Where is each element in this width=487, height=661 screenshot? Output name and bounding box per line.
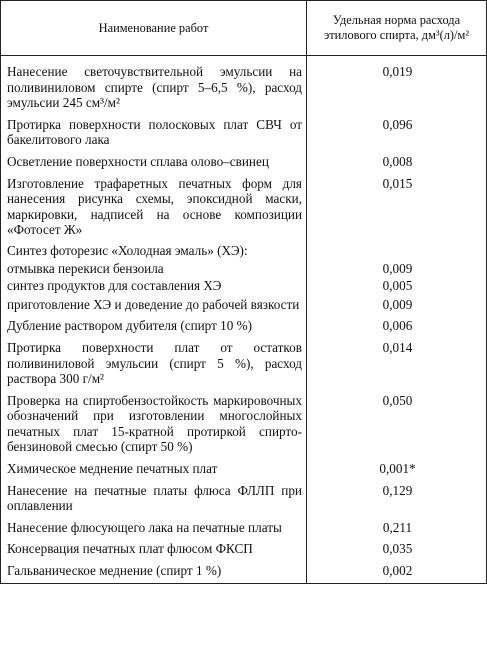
table-row xyxy=(1,518,487,540)
work-name-cell: Протирка поверхности полосковых плат СВЧ от бакелитового лака xyxy=(1,115,307,152)
norm-value-cell: 0,008 xyxy=(307,152,487,174)
header-work-name: Наименование работ xyxy=(1,1,307,56)
work-name-cell: приготовление ХЭ и доведение до рабочей вязкости xyxy=(1,295,307,317)
table-row xyxy=(1,174,487,242)
norm-value-cell: 0,009 xyxy=(307,295,487,317)
work-name-cell: Осветление поверхности сплава олово–свинец xyxy=(1,152,307,174)
work-name-cell: отмывка перекиси бензоила xyxy=(1,260,307,278)
table-row xyxy=(1,561,487,583)
table-row xyxy=(1,481,487,518)
norm-value-cell: 0,006 xyxy=(307,316,487,338)
table-row xyxy=(1,338,487,391)
table-row xyxy=(1,295,487,317)
norm-value-cell: 0,019 xyxy=(307,56,487,115)
work-name-cell: Консервация печатных плат флюсом ФКСП xyxy=(1,539,307,561)
table-row xyxy=(1,539,487,561)
norm-value-cell: 0,015 xyxy=(307,174,487,242)
norm-value-cell: 0,005 xyxy=(307,277,487,295)
norm-value-cell xyxy=(307,242,487,260)
table-row xyxy=(1,56,487,115)
norm-value-cell: 0,002 xyxy=(307,561,487,583)
norm-value-cell: 0,014 xyxy=(307,338,487,391)
table-row xyxy=(1,316,487,338)
work-name-cell: Синтез фоторезис «Холодная эмаль» (ХЭ): xyxy=(1,242,307,260)
norm-value-cell: 0,035 xyxy=(307,539,487,561)
norm-value-cell: 0,211 xyxy=(307,518,487,540)
table-row xyxy=(1,391,487,459)
table-row xyxy=(1,260,487,278)
work-name-cell: Нанесение на печатные платы флюса ФЛЛП при оплавлении xyxy=(1,481,307,518)
table-row xyxy=(1,277,487,295)
norm-value-cell: 0,001* xyxy=(307,459,487,481)
norm-value-cell: 0,009 xyxy=(307,260,487,278)
header-norm-value: Удельная норма расхода этилового спирта, дм³(л)/м² xyxy=(307,1,487,56)
work-name-cell: Проверка на спиртобензостойкость маркировочных обозначений при изготовлении многослойных печатных плат 15-кратной протиркой спирто-бензиновой смесью (спирт 50 %) xyxy=(1,391,307,459)
table-row xyxy=(1,152,487,174)
work-name-cell: Химическое меднение печатных плат xyxy=(1,459,307,481)
norm-value-cell: 0,050 xyxy=(307,391,487,459)
table-row xyxy=(1,242,487,260)
work-name-cell: Нанесение светочувствительной эмульсии на поливиниловом спирте (спирт 5–6,5 %), расход эмульсии 245 см³/м² xyxy=(1,56,307,115)
work-name-cell: Нанесение флюсующего лака на печатные платы xyxy=(1,518,307,540)
norm-value-cell: 0,129 xyxy=(307,481,487,518)
table-row xyxy=(1,115,487,152)
table-header-row xyxy=(1,1,487,56)
table-row xyxy=(1,459,487,481)
norm-value-cell: 0,096 xyxy=(307,115,487,152)
work-name-cell: Гальваническое меднение (спирт 1 %) xyxy=(1,561,307,583)
work-name-cell: Протирка поверхности плат от остатков поливиниловой эмульсии (спирт 5 %), расход раствора 300 г/м² xyxy=(1,338,307,391)
work-name-cell: Изготовление трафаретных печатных форм для нанесения рисунка схемы, эпоксидной маски, маркировки, надписей на основе композиции «Фотосет Ж» xyxy=(1,174,307,242)
work-name-cell: Дубление раствором дубителя (спирт 10 %) xyxy=(1,316,307,338)
work-name-cell: синтез продуктов для составления ХЭ xyxy=(1,277,307,295)
